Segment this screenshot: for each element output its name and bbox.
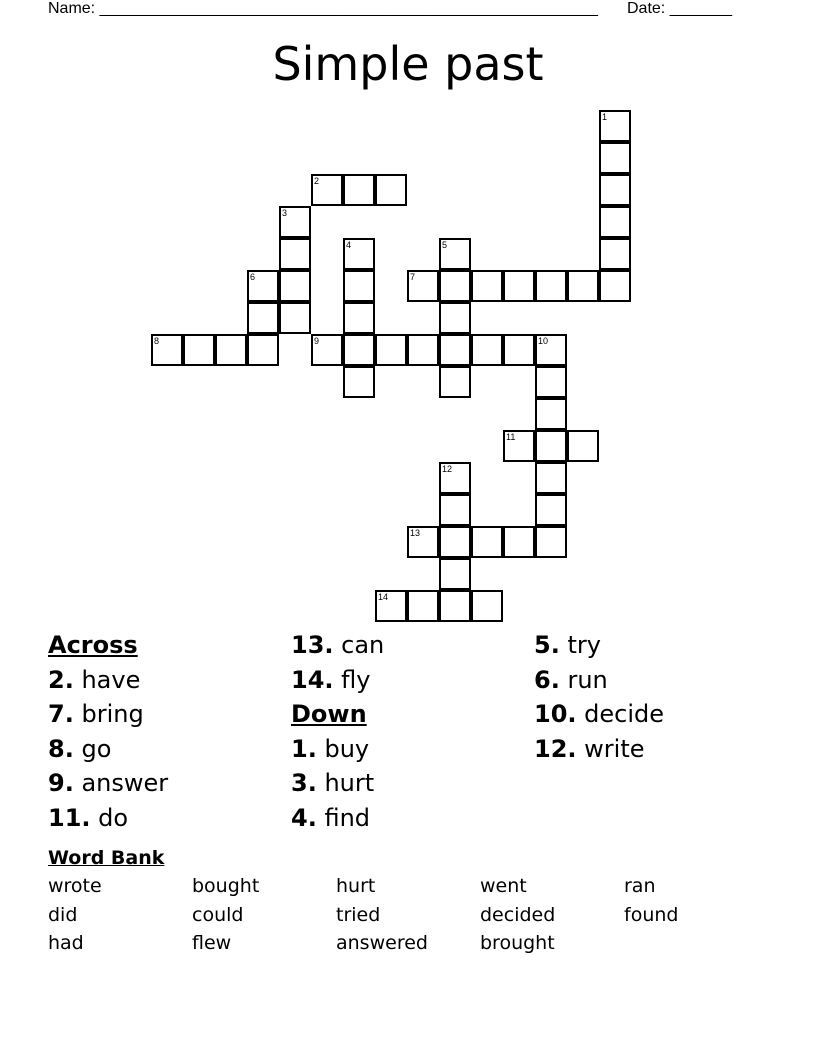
crossword-cell[interactable] — [471, 526, 503, 558]
clue-down-4 — [291, 801, 384, 836]
crossword-cell[interactable] — [247, 334, 279, 366]
crossword-cell[interactable] — [471, 590, 503, 622]
word-bank-word: ran — [624, 875, 656, 897]
crossword-cell[interactable] — [503, 334, 535, 366]
clue-number: 10. — [534, 700, 577, 728]
word-bank-word: tried — [336, 904, 381, 926]
clue-across-2 — [48, 663, 168, 698]
cell-number: 4 — [346, 240, 352, 250]
clue-text: hurt — [324, 769, 375, 797]
word-bank-word: hurt — [336, 875, 376, 897]
clue-down-6 — [534, 663, 664, 698]
crossword-cell[interactable] — [567, 430, 599, 462]
crossword-cell[interactable] — [311, 334, 343, 366]
crossword-cell[interactable] — [503, 526, 535, 558]
word-bank-word: flew — [192, 932, 232, 954]
crossword-cell[interactable] — [503, 270, 535, 302]
crossword-cell[interactable] — [599, 110, 631, 142]
cell-number: 10 — [538, 336, 549, 346]
cell-number: 5 — [442, 240, 448, 250]
word-bank-word: found — [624, 904, 679, 926]
name-label: Name: ________________________________________________________ — [48, 0, 598, 17]
clue-number: 2. — [48, 665, 74, 694]
clue-text: find — [324, 803, 371, 832]
crossword-cell[interactable] — [535, 526, 567, 558]
clue-column-3 — [534, 628, 664, 766]
cell-number: 2 — [314, 176, 320, 186]
clue-number: 14. — [291, 665, 334, 694]
clue-down-3 — [291, 766, 384, 801]
page-title: Simple past — [272, 37, 544, 91]
date-label: Date: _______ — [627, 0, 732, 17]
cell-number: 12 — [442, 464, 453, 474]
crossword-cell[interactable] — [407, 334, 439, 366]
crossword-cell[interactable] — [439, 494, 471, 526]
crossword-cell[interactable] — [375, 174, 407, 206]
crossword-cell[interactable] — [375, 334, 407, 366]
crossword-cell[interactable] — [279, 270, 311, 302]
clue-number: 13. — [291, 631, 334, 659]
word-bank-word: answered — [336, 932, 428, 954]
clue-number: 7. — [48, 700, 74, 728]
crossword-cell[interactable] — [535, 462, 567, 494]
word-bank-word: bought — [192, 875, 260, 897]
clue-across-14 — [291, 663, 384, 698]
crossword-cell[interactable] — [279, 206, 311, 238]
clue-text: write — [584, 734, 645, 763]
cell-number: 8 — [154, 336, 160, 346]
crossword-cell[interactable] — [599, 174, 631, 206]
crossword-cell[interactable] — [311, 174, 343, 206]
crossword-cell[interactable] — [599, 270, 631, 302]
clue-down-10 — [534, 697, 664, 732]
clue-number: 6. — [534, 665, 560, 694]
clue-down-1 — [291, 732, 384, 767]
cell-number: 1 — [602, 112, 608, 122]
word-bank-title: Word Bank — [48, 847, 165, 869]
crossword-cell[interactable] — [599, 142, 631, 174]
clue-across-9 — [48, 766, 168, 801]
crossword-cell[interactable] — [439, 334, 471, 366]
crossword-cell[interactable] — [151, 334, 183, 366]
crossword-cell[interactable] — [439, 590, 471, 622]
clue-text: fly — [341, 665, 371, 694]
crossword-cell[interactable] — [439, 238, 471, 270]
crossword-cell[interactable] — [471, 334, 503, 366]
crossword-cell[interactable] — [407, 526, 439, 558]
cell-number: 9 — [314, 336, 320, 346]
crossword-cell[interactable] — [439, 558, 471, 590]
crossword-cell[interactable] — [247, 302, 279, 334]
crossword-cell[interactable] — [439, 302, 471, 334]
crossword-cell[interactable] — [439, 462, 471, 494]
clue-text: buy — [324, 734, 370, 763]
clue-across-8 — [48, 732, 168, 767]
crossword-cell[interactable] — [439, 526, 471, 558]
crossword-cell[interactable] — [439, 366, 471, 398]
clue-number: 1. — [291, 734, 317, 763]
clue-text: go — [81, 734, 112, 763]
cell-number: 7 — [410, 272, 416, 282]
crossword-cell[interactable] — [535, 430, 567, 462]
clue-number: 11. — [48, 803, 91, 832]
clue-number: 8. — [48, 734, 74, 763]
clue-across-7 — [48, 697, 168, 732]
clue-column-2 — [291, 628, 384, 835]
clue-number: 4. — [291, 803, 317, 832]
word-bank-word: had — [48, 932, 84, 954]
crossword-cell[interactable] — [247, 270, 279, 302]
clue-text: try — [567, 631, 601, 659]
crossword-cell[interactable] — [535, 366, 567, 398]
crossword-cell[interactable] — [375, 590, 407, 622]
word-bank-word: could — [192, 904, 244, 926]
crossword-cell[interactable] — [535, 494, 567, 526]
crossword-cell[interactable] — [407, 270, 439, 302]
crossword-cell[interactable] — [599, 238, 631, 270]
crossword-cell[interactable] — [535, 334, 567, 366]
cell-number: 3 — [282, 208, 288, 218]
crossword-cell[interactable] — [215, 334, 247, 366]
crossword-cell[interactable] — [279, 238, 311, 270]
crossword-cell[interactable] — [343, 366, 375, 398]
down-heading: Down — [291, 700, 367, 728]
clue-across-11 — [48, 801, 168, 836]
crossword-cell[interactable] — [343, 238, 375, 270]
word-bank-word: wrote — [48, 875, 102, 897]
clue-across-13 — [291, 628, 384, 663]
clue-down-5 — [534, 628, 664, 663]
clue-number: 12. — [534, 734, 577, 763]
clue-text: run — [567, 665, 608, 694]
clue-number: 9. — [48, 769, 74, 797]
crossword-cell[interactable] — [535, 398, 567, 430]
cell-number: 11 — [506, 432, 516, 442]
clue-text: decide — [584, 700, 665, 728]
word-bank-word: did — [48, 904, 78, 926]
crossword-cell[interactable] — [567, 270, 599, 302]
word-bank-word: went — [480, 875, 527, 897]
clue-text: bring — [81, 700, 144, 728]
clue-text: do — [98, 803, 129, 832]
cell-number: 14 — [378, 592, 389, 602]
word-bank-word: decided — [480, 904, 556, 926]
crossword-cell[interactable] — [599, 206, 631, 238]
crossword-cell[interactable] — [439, 270, 471, 302]
cell-number: 13 — [410, 528, 421, 538]
crossword-cell[interactable] — [503, 430, 535, 462]
crossword-cell[interactable] — [183, 334, 215, 366]
across-heading: Across — [48, 631, 138, 659]
crossword-cell[interactable] — [343, 334, 375, 366]
crossword-cell[interactable] — [343, 302, 375, 334]
clue-number: 3. — [291, 769, 317, 797]
crossword-cell[interactable] — [343, 270, 375, 302]
clue-text: answer — [81, 769, 169, 797]
crossword-cell[interactable] — [471, 270, 503, 302]
crossword-cell[interactable] — [407, 590, 439, 622]
clue-number: 5. — [534, 631, 560, 659]
clue-down-12 — [534, 732, 664, 767]
cell-number: 6 — [250, 272, 256, 282]
word-bank-word: brought — [480, 932, 555, 954]
clue-text: have — [81, 665, 141, 694]
crossword-cell[interactable] — [343, 174, 375, 206]
clue-column-1 — [48, 628, 168, 835]
crossword-cell[interactable] — [279, 302, 311, 334]
clue-text: can — [341, 631, 385, 659]
crossword-cell[interactable] — [535, 270, 567, 302]
